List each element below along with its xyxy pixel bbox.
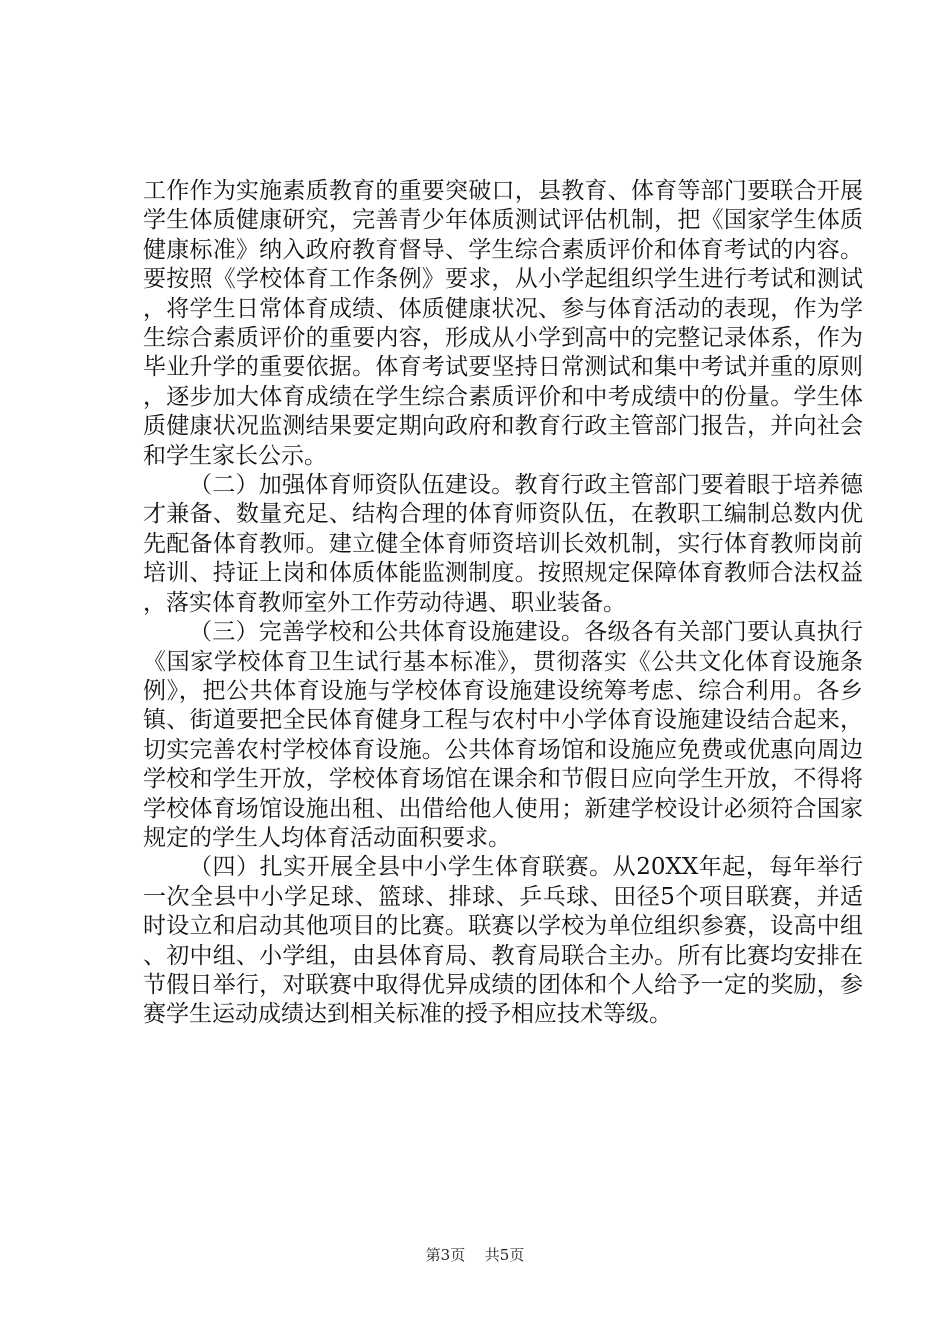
section-2-paragraph: （二）加强体育师资队伍建设。教育行政主管部门要着眼于培养德才兼备、数量充足、结构合理的体育师资队伍，在教职工编制总数内优先配备体育教师。建立健全体育师资培训长效机制，实行体育教师岗前培训、持证上岗和体质体能监测制度。按照规定保障体育教师合法权益，落实体育教师室外工作劳动待遇、职业装备。 xyxy=(143,472,863,616)
section-3-paragraph: （三）完善学校和公共体育设施建设。各级各有关部门要认真执行《国家学校体育卫生试行基本标准》，贯彻落实《公共文化体育设施条例》，把公共体育设施与学校体育设施建设统筹考虑、综合利用。各乡镇、街道要把全民体育健身工程与农村中小学体育设施建设结合起来，切实完善农村学校体育设施。公共体育场馆和设施应免费或优惠向周边学校和学生开放，学校体育场馆在课余和节假日应向学生开放，不得将学校体育场馆设施出租、出借给他人使用；新建学校设计必须符合国家规定的学生人均体育活动面积要求。 xyxy=(143,619,863,851)
page-footer xyxy=(0,1244,950,1265)
page-number: 第3页 xyxy=(425,1246,466,1264)
document-body xyxy=(143,177,863,1030)
body-paragraph-continued: 工作作为实施素质教育的重要突破口，县教育、体育等部门要联合开展学生体质健康研究，完善青少年体质测试评估机制，把《国家学生体质健康标准》纳入政府教育督导、学生综合素质评价和体育考试的内容。要按照《学校体育工作条例》要求，从小学起组织学生进行考试和测试，将学生日常体育成绩、体质健康状况、参与体育活动的表现，作为学生综合素质评价的重要内容，形成从小学到高中的完整记录体系，作为毕业升学的重要依据。体育考试要坚持日常测试和集中考试并重的原则，逐步加大体育成绩在学生综合素质评价和中考成绩中的份量。学生体质健康状况监测结果要定期向政府和教育行政主管部门报告，并向社会和学生家长公示。 xyxy=(143,178,863,469)
page-total: 共5页 xyxy=(484,1246,525,1264)
section-4-paragraph: （四）扎实开展全县中小学生体育联赛。从20XX年起，每年举行一次全县中小学足球、篮球、排球、乒乓球、田径5个项目联赛，并适时设立和启动其他项目的比赛。联赛以学校为单位组织参赛，设高中组、初中组、小学组，由县体育局、教育局联合主办。所有比赛均安排在节假日举行，对联赛中取得优异成绩的团体和个人给予一定的奖励，参赛学生运动成绩达到相关标准的授予相应技术等级。 xyxy=(143,854,863,1028)
